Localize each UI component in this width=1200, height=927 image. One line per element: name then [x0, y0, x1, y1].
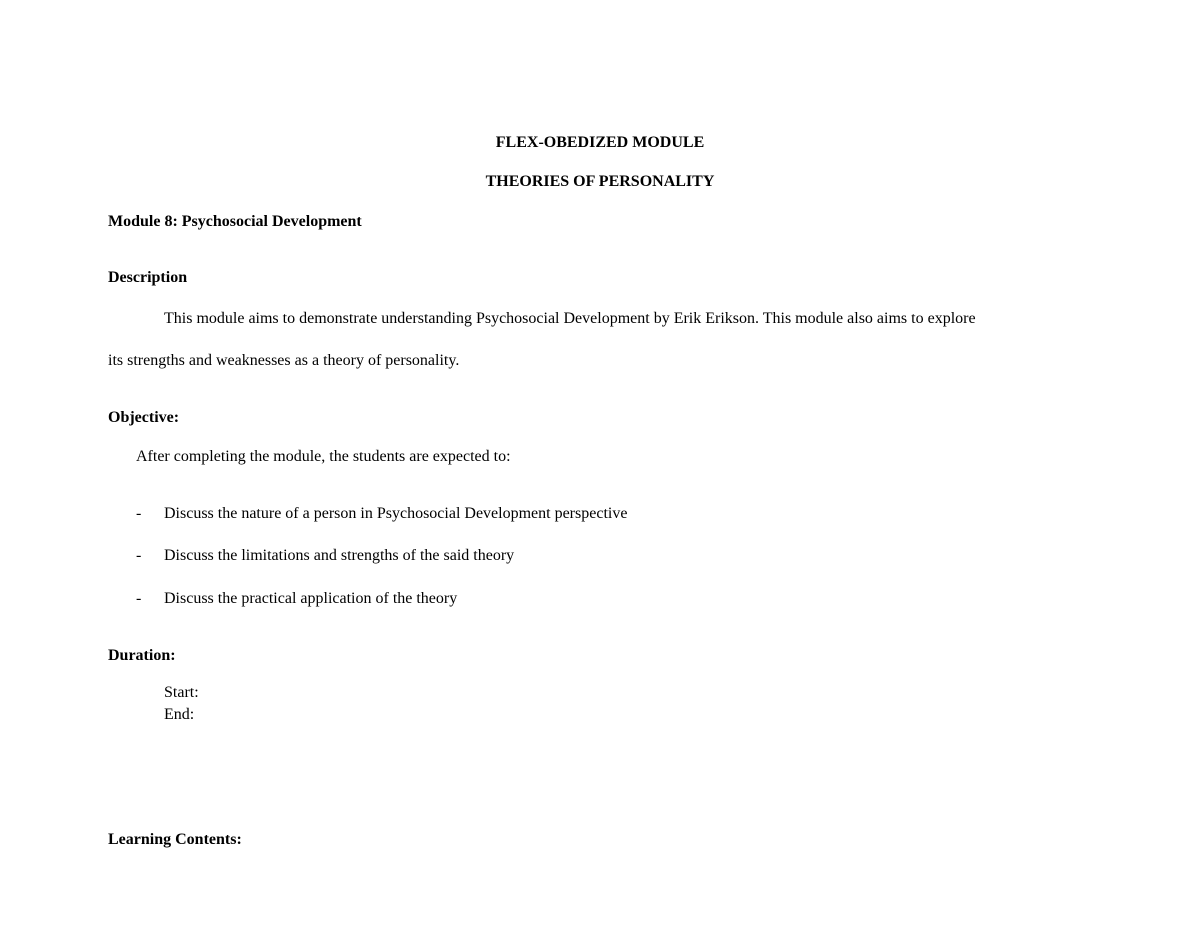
description-line-1: This module aims to demonstrate understanding Psychosocial Development by Erik Erikson. This module also aims to explore [164, 310, 976, 327]
list-bullet: - [136, 547, 142, 564]
objective-intro: After completing the module, the students are expected to: [136, 448, 511, 465]
description-line-2: its strengths and weaknesses as a theory of personality. [108, 352, 460, 369]
list-bullet: - [136, 505, 142, 522]
duration-heading: Duration: [108, 647, 176, 664]
duration-start-label: Start: [164, 684, 199, 701]
description-heading: Description [108, 269, 188, 286]
list-item: Discuss the nature of a person in Psychosocial Development perspective [164, 505, 628, 522]
list-item: Discuss the limitations and strengths of the said theory [164, 547, 515, 564]
list-item: Discuss the practical application of the theory [164, 590, 458, 607]
list-bullet: - [136, 590, 142, 607]
objective-heading: Objective: [108, 409, 180, 426]
learning-contents-heading: Learning Contents: [108, 831, 242, 848]
module-title: Module 8: Psychosocial Development [108, 213, 362, 230]
duration-end-label: End: [164, 706, 195, 723]
header-subtitle: THEORIES OF PERSONALITY [485, 173, 715, 190]
header-title: FLEX-OBEDIZED MODULE [495, 134, 705, 151]
